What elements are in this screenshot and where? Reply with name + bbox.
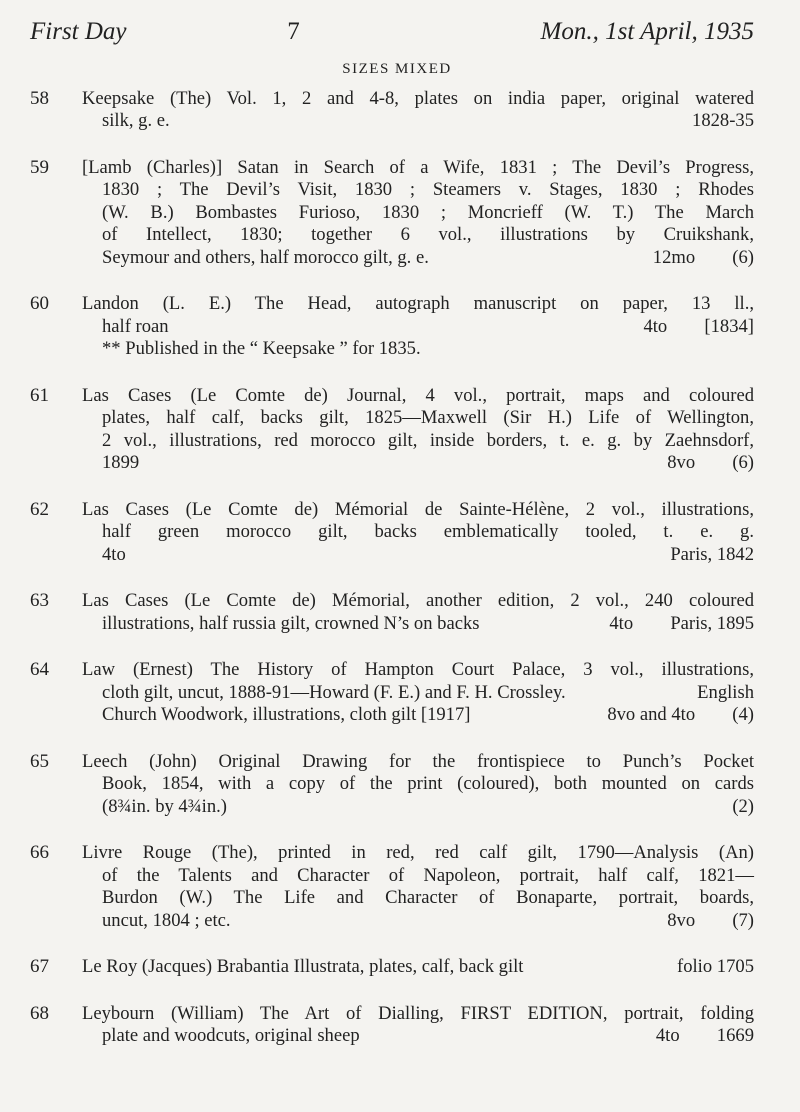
lot-entry (30, 956, 754, 979)
description-line: [Lamb (Charles)] Satan in Search of a Wife, 1831 ; The Devil’s Progress, (82, 156, 754, 178)
lot-number: 60 (30, 293, 49, 314)
lot-entry (30, 499, 754, 567)
description-line: Leybourn (William) The Art of Dialling, FIRST EDITION, portrait, folding (82, 1002, 754, 1024)
description-line: (W. B.) Bombastes Furioso, 1830 ; Moncrieff (W. T.) The March (102, 201, 754, 223)
lot-number: 63 (30, 590, 49, 611)
lot-description (82, 956, 754, 979)
lot-number: 59 (30, 156, 49, 178)
description-line: ** Published in the “ Keepsake ” for 1835. (102, 338, 421, 359)
description-line: Seymour and others, half morocco gilt, g. e. 12mo (6) (102, 246, 754, 268)
description-line: Le Roy (Jacques) Brabantia Illustrata, plates, calf, back gilt folio 1705 (82, 956, 754, 977)
description-line: Las Cases (Le Comte de) Mémorial, another edition, 2 vol., 240 coloured (82, 590, 754, 611)
lot-number: 58 (30, 87, 49, 109)
lot-description (82, 1003, 754, 1048)
lot-description (82, 157, 754, 270)
description-line: Law (Ernest) The History of Hampton Court Palace, 3 vol., illustrations, (82, 659, 754, 680)
lot-entry (30, 659, 754, 727)
lot-list (30, 88, 754, 1048)
description-line: of Intellect, 1830; together 6 vol., illustrations by Cruikshank, (102, 224, 754, 245)
description-line: Burdon (W.) The Life and Character of Bonaparte, portrait, boards, (102, 887, 754, 908)
description-line: half green morocco gilt, backs emblematically tooled, t. e. g. (102, 521, 754, 542)
description-line: silk, g. e. 1828-35 (102, 110, 754, 131)
lot-description (82, 88, 754, 133)
lot-description (82, 499, 754, 567)
description-line: 1899 8vo (6) (102, 452, 754, 473)
lot-entry (30, 590, 754, 635)
page-number: 7 (287, 18, 300, 45)
lot-description (82, 590, 754, 635)
description-line: Keepsake (The) Vol. 1, 2 and 4-8, plates on india paper, original watered (82, 87, 754, 109)
description-line: half roan 4to [1834] (102, 315, 754, 337)
lot-entry (30, 1003, 754, 1048)
description-line: of the Talents and Character of Napoleon, portrait, half calf, 1821— (102, 864, 754, 886)
lot-number: 62 (30, 498, 49, 520)
lot-description (82, 385, 754, 475)
description-line: uncut, 1804 ; etc. 8vo (7) (102, 909, 754, 931)
header-sale-day: First Day (30, 18, 127, 45)
description-line: 2 vol., illustrations, red morocco gilt, inside borders, t. e. g. by Zaehnsdorf, (102, 429, 754, 451)
description-line: 4to Paris, 1842 (102, 543, 754, 565)
description-line: Las Cases (Le Comte de) Journal, 4 vol., portrait, maps and coloured (82, 384, 754, 406)
description-line: (8¾in. by 4¾in.) (2) (102, 795, 754, 817)
lot-number: 68 (30, 1002, 49, 1024)
description-line: Book, 1854, with a copy of the print (coloured), both mounted on cards (102, 773, 754, 794)
description-line: Livre Rouge (The), printed in red, red calf gilt, 1790—Analysis (An) (82, 842, 754, 863)
lot-entry (30, 751, 754, 819)
lot-entry (30, 293, 754, 361)
description-line: Church Woodwork, illustrations, cloth gilt [1917] 8vo and 4to (4) (102, 704, 754, 725)
description-line: illustrations, half russia gilt, crowned N’s on backs 4to Paris, 1895 (102, 612, 754, 634)
lot-entry (30, 88, 754, 133)
lot-number: 61 (30, 384, 49, 406)
lot-entry (30, 842, 754, 932)
lot-description (82, 293, 754, 361)
lot-description (82, 659, 754, 727)
running-head (30, 18, 754, 46)
lot-description (82, 842, 754, 932)
section-title: SIZES MIXED (342, 60, 452, 77)
lot-number: 65 (30, 750, 49, 772)
description-line: Leech (John) Original Drawing for the frontispiece to Punch’s Pocket (82, 750, 754, 772)
lot-entry (30, 385, 754, 475)
lot-entry (30, 157, 754, 270)
description-line: Las Cases (Le Comte de) Mémorial de Sainte-Hélène, 2 vol., illustrations, (82, 498, 754, 520)
lot-number: 67 (30, 956, 49, 977)
description-line: plate and woodcuts, original sheep 4to 1669 (102, 1025, 754, 1046)
lot-description (82, 751, 754, 819)
description-line: plates, half calf, backs gilt, 1825—Maxwell (Sir H.) Life of Wellington, (102, 407, 754, 428)
lot-number: 66 (30, 842, 49, 863)
header-sale-date: Mon., 1st April, 1935 (540, 18, 754, 45)
lot-number: 64 (30, 659, 49, 680)
description-line: Landon (L. E.) The Head, autograph manuscript on paper, 13 ll., (82, 293, 754, 314)
description-line: 1830 ; The Devil’s Visit, 1830 ; Steamers v. Stages, 1830 ; Rhodes (102, 179, 754, 200)
description-line: cloth gilt, uncut, 1888-91—Howard (F. E.) and F. H. Crossley. English (102, 681, 754, 703)
